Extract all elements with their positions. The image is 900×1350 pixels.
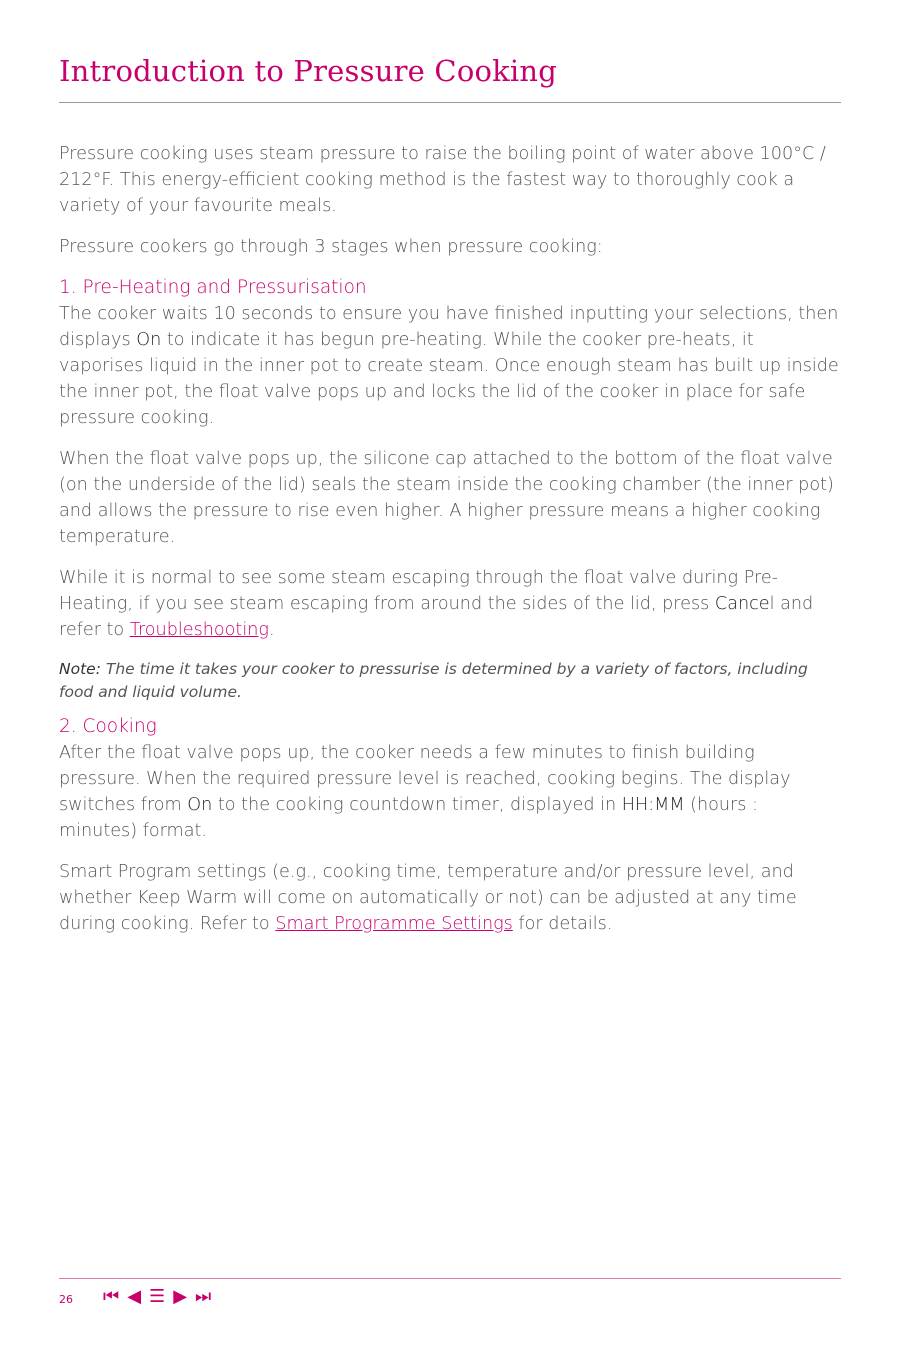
title-divider [59, 102, 841, 103]
smart-programme-settings-link[interactable]: Smart Programme Settings [275, 914, 513, 934]
note [59, 658, 841, 704]
display-on: On [136, 330, 162, 350]
text: to the cooking countdown timer, displayed in [212, 795, 622, 815]
text: to indicate it has begun pre-heating. While the cooker pre-heats, it vaporises liquid in the inner pot to create steam. Once enough steam has built up inside the inner pot, the float valve pops up and locks the lid of the cooker in place for safe pressure cooking. [59, 330, 839, 428]
text: (hours : minutes) format. [59, 795, 758, 841]
section2-paragraph2 [59, 859, 841, 937]
text: The cooker waits 10 seconds to ensure you have finished inputting your selections, then displays [59, 304, 839, 350]
stages-intro: Pressure cookers go through 3 stages when pressure cooking: [59, 237, 603, 257]
page-title: Introduction to Pressure Cooking [59, 54, 558, 88]
note-label: Note: [59, 660, 101, 678]
troubleshooting-link[interactable]: Troubleshooting [129, 620, 269, 640]
section1-paragraph1 [59, 301, 841, 431]
section1-heading: 1. Pre-Heating and Pressurisation [59, 277, 367, 298]
menu-icon[interactable]: ☰ [149, 1286, 166, 1307]
intro-paragraph: Pressure cooking uses steam pressure to raise the boiling point of water above 100°C / 212°F. This energy-efficient cooking method is the fastest way to thoroughly cook a variety of your favourite meals. [59, 144, 826, 216]
page-number: 26 [59, 1293, 73, 1306]
first-page-icon[interactable]: ⏮ [103, 1286, 120, 1307]
section1-paragraph2: When the float valve pops up, the silicone cap attached to the bottom of the float valve (on the underside of the lid) seals the steam inside the cooking chamber (the inner pot) and allows the pressure to rise even higher. A higher pressure means a higher cooking temperature. [59, 449, 834, 547]
text: After the float valve pops up, the cooker needs a few minutes to finish building pressure. When the required pressure level is reached, cooking begins. The display switches from [59, 743, 791, 815]
section2-heading: 2. Cooking [59, 716, 157, 737]
text: . [268, 620, 275, 640]
next-page-icon[interactable]: ▶ [173, 1286, 188, 1307]
page-navigation [103, 1288, 211, 1306]
last-page-icon[interactable]: ⏭ [195, 1286, 212, 1307]
text: Smart Program settings (e.g., cooking time, temperature and/or pressure level, and whether Keep Warm will come on automatically or not) can be adjusted at any time during cooking. Refer to [59, 862, 797, 934]
section2-paragraph1 [59, 740, 841, 844]
text: for details. [512, 914, 613, 934]
content [59, 141, 841, 952]
timer-format: HH:MM [621, 795, 685, 815]
footer-divider [59, 1278, 841, 1279]
text: While it is normal to see some steam escaping through the float valve during Pre-Heating, if you see steam escaping from around the sides of the lid, press [59, 568, 779, 614]
display-on: On [187, 795, 213, 815]
text: l and refer to [59, 594, 814, 640]
cancel-label: Cance [714, 594, 770, 614]
section1-paragraph3 [59, 565, 841, 643]
previous-page-icon[interactable]: ◀ [127, 1286, 142, 1307]
note-text: The time it takes your cooker to pressurise is determined by a variety of factors, including food and liquid volume. [59, 660, 808, 701]
